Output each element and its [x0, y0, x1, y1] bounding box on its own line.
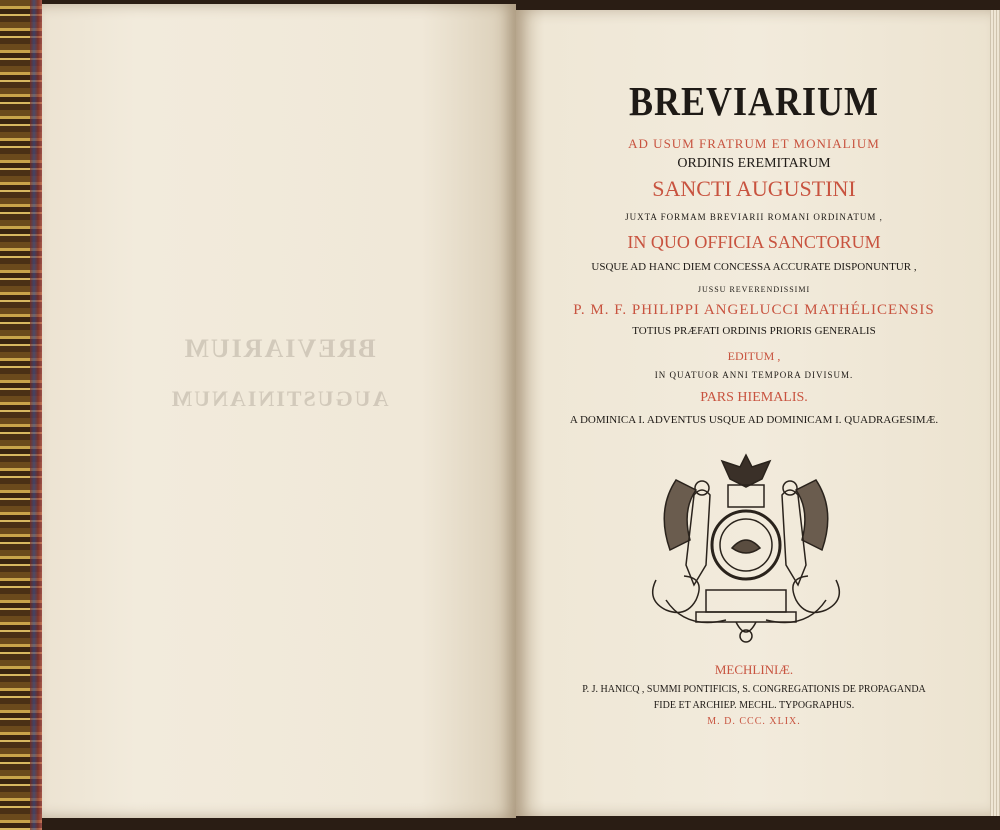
title-line-usque: USQUE AD HANC DIEM CONCESSA ACCURATE DISPONUNTUR ,: [591, 261, 917, 273]
title-line-ordinis: ORDINIS EREMITARUM: [677, 156, 831, 171]
imprint-printer-line1: P. J. HANICQ , SUMMI PONTIFICIS, S. CONGREGATIONIS DE PROPAGANDA: [582, 684, 926, 695]
title-line-angelucci: P. M. F. PHILIPPI ANGELUCCI MATHÉLICENSIS: [573, 302, 935, 318]
book-title: BREVIARIUM: [628, 78, 879, 124]
title-line-usum: AD USUM FRATRUM ET MONIALIUM: [628, 136, 880, 151]
title-line-officia: IN QUO OFFICIA SANCTORUM: [627, 232, 881, 252]
imprint-printer-line2: FIDE ET ARCHIEP. MECHL. TYPOGRAPHUS.: [653, 700, 855, 711]
title-page: [516, 10, 992, 816]
show-through-title: BREVIARIUM: [182, 334, 376, 363]
title-line-augustini: SANCTI AUGUSTINI: [652, 176, 856, 201]
title-line-juxta: JUXTA FORMAM BREVIARII ROMANI ORDINATUM ,: [625, 212, 883, 222]
show-through-subtitle: AUGUSTINIANUM: [169, 386, 389, 411]
title-line-pars: PARS HIEMALIS.: [700, 390, 808, 405]
page-edges: [990, 10, 1000, 816]
left-page: [42, 4, 516, 818]
title-line-quatuor: IN QUATUOR ANNI TEMPORA DIVISUM.: [654, 370, 854, 380]
title-line-totius: TOTIUS PRÆFATI ORDINIS PRIORIS GENERALIS: [632, 325, 876, 337]
title-line-editum: EDITUM ,: [727, 349, 781, 363]
book-spine: [0, 0, 42, 830]
imprint-place: MECHLINIÆ.: [714, 662, 794, 677]
imprint-year: M. D. CCC. XLIX.: [707, 716, 801, 727]
title-line-jussu: JUSSU REVERENDISSIMI: [697, 285, 811, 294]
printer-emblem-icon: [636, 440, 856, 650]
title-line-dominica: A DOMINICA I. ADVENTUS USQUE AD DOMINICAM I. QUADRAGESIMÆ.: [569, 414, 939, 426]
